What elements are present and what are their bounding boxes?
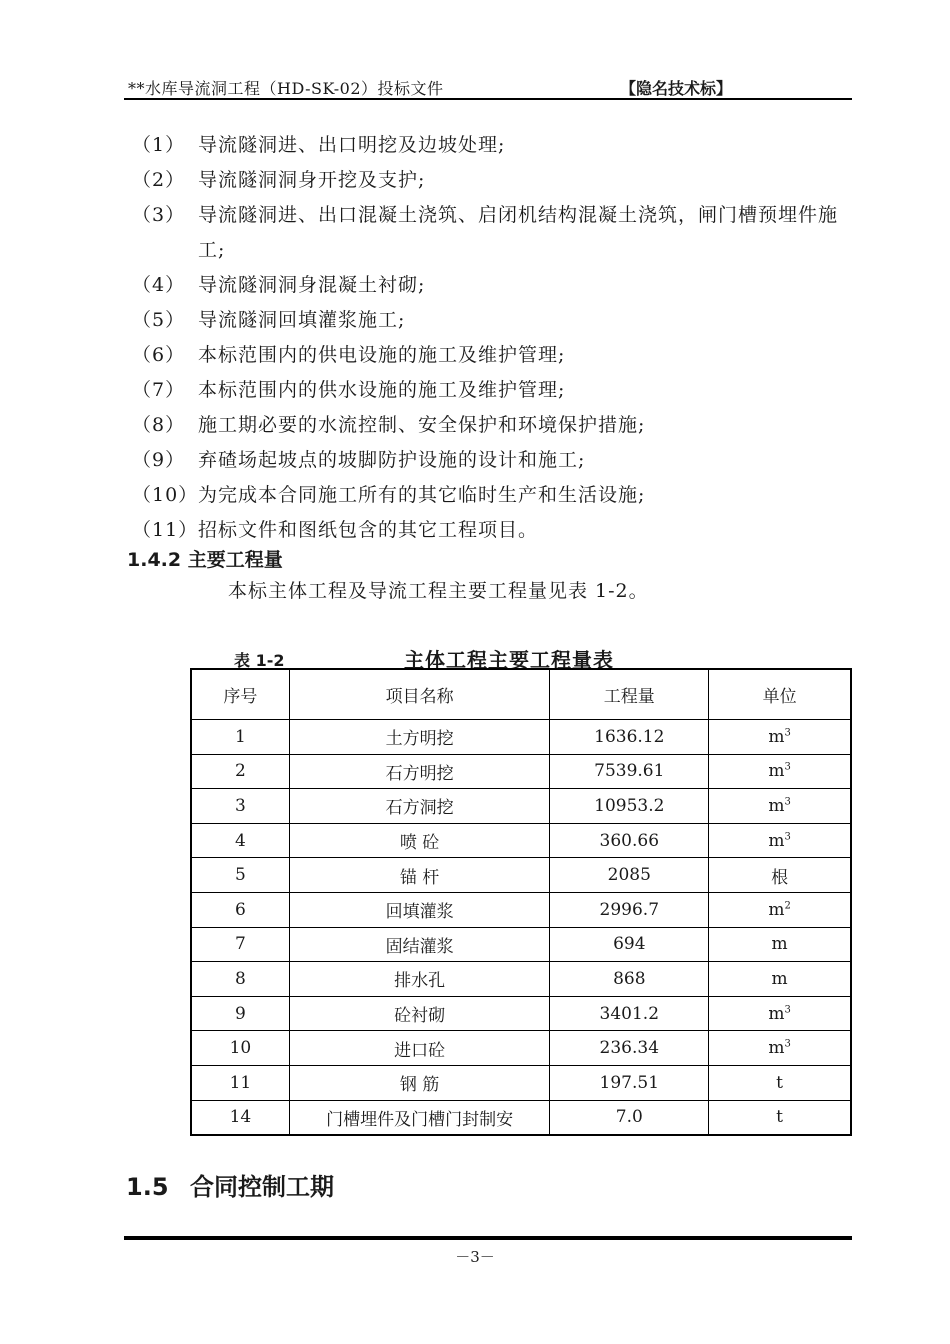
unit-superscript: 2 [784, 900, 791, 912]
unit-superscript: 3 [784, 761, 791, 773]
cell-quantity: 360.66 [550, 823, 709, 858]
cell-name: 排水孔 [289, 962, 550, 997]
list-item-number: （8） [132, 414, 186, 436]
cell-unit [709, 927, 851, 962]
list-item-number: （11） [132, 519, 199, 541]
cell-unit [709, 720, 851, 755]
cell-name: 钢 筋 [289, 1065, 550, 1100]
table-title: 主体工程主要工程量表 [404, 648, 614, 672]
list-item-text: 本标范围内的供水设施的施工及维护管理; [198, 379, 566, 401]
cell-quantity: 197.51 [550, 1065, 709, 1100]
cell-quantity: 2996.7 [550, 892, 709, 927]
table-row [191, 962, 851, 997]
list-item-number: （3） [132, 204, 186, 226]
table-row [191, 927, 851, 962]
cell-quantity: 236.34 [550, 1031, 709, 1066]
list-item-text: 导流隧洞回填灌浆施工; [198, 309, 406, 331]
list-item-number: （6） [132, 344, 186, 366]
list-item [132, 303, 862, 338]
header-cell-unit: 单位 [709, 669, 851, 720]
unit-text: m [768, 726, 785, 747]
list-item [132, 163, 862, 198]
header-cell-name: 项目名称 [289, 669, 550, 720]
list-item-text: 施工期必要的水流控制、安全保护和环境保护措施; [198, 414, 646, 436]
cell-no: 2 [191, 754, 289, 789]
table-row [191, 1031, 851, 1066]
unit-text: m [771, 934, 788, 955]
unit-superscript: 3 [784, 796, 791, 808]
cell-unit [709, 1065, 851, 1100]
cell-no: 8 [191, 962, 289, 997]
header-document-title: **水库导流洞工程（HD-SK-02）投标文件 [128, 79, 444, 98]
cell-name: 喷 砼 [289, 823, 550, 858]
list-item-text: 本标范围内的供电设施的施工及维护管理; [198, 344, 566, 366]
cell-quantity: 1636.12 [550, 720, 709, 755]
list-item [132, 198, 862, 268]
list-item [132, 338, 862, 373]
cell-unit [709, 1100, 851, 1135]
cell-name: 锚 杆 [289, 858, 550, 893]
list-item-number: （1） [132, 134, 186, 156]
table-row [191, 858, 851, 893]
table-row [191, 1100, 851, 1135]
unit-text: m [768, 899, 785, 920]
list-item-number: （10） [132, 484, 199, 506]
scope-list [132, 128, 862, 548]
table-row [191, 823, 851, 858]
cell-unit [709, 892, 851, 927]
list-item-number: （9） [132, 449, 186, 471]
quantity-table [190, 668, 852, 1136]
list-item-text: 招标文件和图纸包含的其它工程项目。 [198, 519, 539, 541]
list-item-number: （2） [132, 169, 186, 191]
cell-quantity: 3401.2 [550, 996, 709, 1031]
list-item [132, 268, 862, 303]
cell-name: 门槽埋件及门槽门封制安 [289, 1100, 550, 1135]
cell-quantity: 2085 [550, 858, 709, 893]
page-header [124, 76, 852, 98]
cell-name: 进口砼 [289, 1031, 550, 1066]
cell-unit [709, 789, 851, 824]
header-cell-no: 序号 [191, 669, 289, 720]
unit-text: m [768, 795, 785, 816]
table-row [191, 720, 851, 755]
cell-unit [709, 1031, 851, 1066]
unit-text: m [768, 830, 785, 851]
cell-name: 石方洞挖 [289, 789, 550, 824]
unit-text: m [768, 1003, 785, 1024]
section-title: 合同控制工期 [190, 1173, 334, 1201]
list-item-text: 导流隧洞洞身开挖及支护; [198, 169, 426, 191]
cell-name: 石方明挖 [289, 754, 550, 789]
unit-text: m [768, 761, 785, 782]
list-item [132, 513, 862, 548]
list-item-text: 导流隧洞洞身混凝土衬砌; [198, 274, 426, 296]
cell-unit [709, 962, 851, 997]
unit-text: m [771, 968, 788, 989]
cell-no: 9 [191, 996, 289, 1031]
list-item [132, 443, 862, 478]
header-divider [124, 98, 852, 100]
table-label: 表 1-2 [234, 651, 285, 670]
unit-superscript: 3 [784, 1003, 791, 1015]
cell-name: 砼衬砌 [289, 996, 550, 1031]
cell-quantity: 7.0 [550, 1100, 709, 1135]
cell-quantity: 10953.2 [550, 789, 709, 824]
page-number: －3－ [455, 1248, 495, 1266]
header-cell-quantity: 工程量 [550, 669, 709, 720]
unit-superscript: 3 [784, 1038, 791, 1050]
list-item-text: 导流隧洞进、出口明挖及边坡处理; [198, 134, 506, 156]
unit-text: 根 [771, 867, 789, 888]
table-row [191, 892, 851, 927]
cell-no: 14 [191, 1100, 289, 1135]
footer-divider [124, 1236, 852, 1240]
section-paragraph: 本标主体工程及导流工程主要工程量见表 1-2。 [228, 580, 649, 602]
cell-unit [709, 823, 851, 858]
unit-superscript: 3 [784, 727, 791, 739]
cell-name: 固结灌浆 [289, 927, 550, 962]
list-item-number: （7） [132, 379, 186, 401]
cell-name: 回填灌浆 [289, 892, 550, 927]
cell-no: 3 [191, 789, 289, 824]
list-item-number: （5） [132, 309, 186, 331]
section-number: 1.5 [126, 1173, 169, 1201]
table-row [191, 789, 851, 824]
header-tag: 【隐名技术标】 [619, 79, 732, 98]
list-item [132, 478, 862, 513]
cell-no: 10 [191, 1031, 289, 1066]
list-item [132, 408, 862, 443]
cell-quantity: 868 [550, 962, 709, 997]
cell-name: 土方明挖 [289, 720, 550, 755]
cell-unit [709, 996, 851, 1031]
list-item [132, 373, 862, 408]
cell-no: 4 [191, 823, 289, 858]
cell-quantity: 694 [550, 927, 709, 962]
unit-superscript: 3 [784, 830, 791, 842]
table-row [191, 1065, 851, 1100]
cell-quantity: 7539.61 [550, 754, 709, 789]
list-item-number: （4） [132, 274, 186, 296]
cell-no: 6 [191, 892, 289, 927]
list-item-text: 导流隧洞进、出口混凝土浇筑、启闭机结构混凝土浇筑，闸门槽预埋件施工; [198, 204, 839, 261]
cell-unit [709, 754, 851, 789]
cell-unit [709, 858, 851, 893]
unit-text: t [776, 1072, 784, 1093]
section-heading-1-4-2: 1.4.2 主要工程量 [127, 549, 283, 571]
unit-text: m [768, 1038, 785, 1059]
cell-no: 1 [191, 720, 289, 755]
section-heading-1-5 [126, 1171, 334, 1203]
list-item-text: 为完成本合同施工所有的其它临时生产和生活设施; [198, 484, 646, 506]
table-row [191, 996, 851, 1031]
table-header-row [191, 669, 851, 720]
cell-no: 5 [191, 858, 289, 893]
list-item-text: 弃碴场起坡点的坡脚防护设施的设计和施工; [198, 449, 586, 471]
unit-text: t [776, 1107, 784, 1128]
table-row [191, 754, 851, 789]
cell-no: 7 [191, 927, 289, 962]
list-item [132, 128, 862, 163]
cell-no: 11 [191, 1065, 289, 1100]
